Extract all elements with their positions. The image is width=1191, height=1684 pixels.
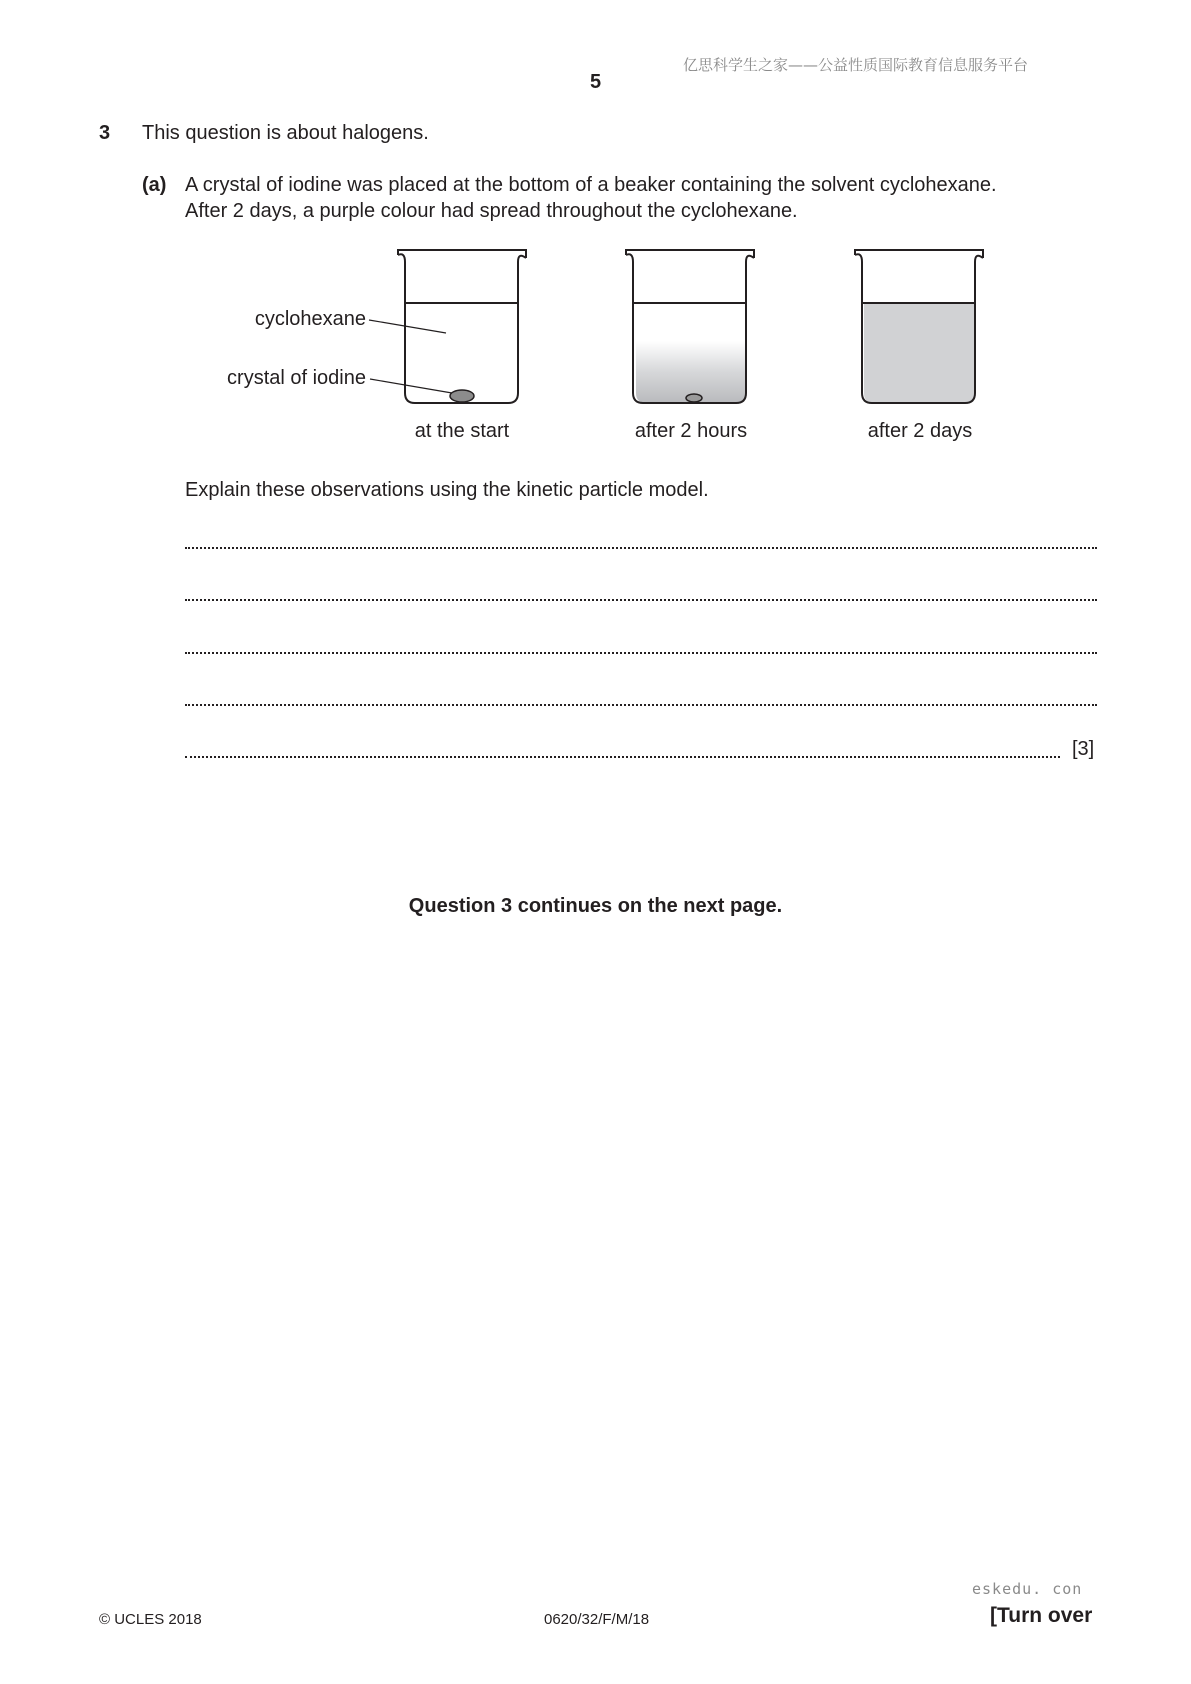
beaker-start: [398, 250, 526, 403]
beaker-2-days: [855, 250, 983, 403]
question-intro: This question is about halogens.: [142, 122, 429, 144]
iodine-crystal-small: [686, 394, 702, 402]
answer-line-3[interactable]: [185, 648, 1097, 654]
caption-at-the-start: at the start: [414, 420, 510, 442]
caption-after-2-days: after 2 days: [867, 420, 973, 442]
site-watermark: eskedu. con: [972, 1580, 1083, 1598]
iodine-crystal: [450, 390, 474, 402]
answer-line-2[interactable]: [185, 595, 1097, 601]
question-number: 3: [99, 122, 111, 144]
beaker-2-hours: [626, 250, 754, 403]
copyright: © UCLES 2018: [99, 1611, 202, 1628]
leader-line-cyclohexane: [369, 320, 446, 333]
continues-note: Question 3 continues on the next page.: [408, 895, 783, 917]
page-number: 5: [589, 71, 602, 93]
watermark-text: 亿思科学生之家——公益性质国际教育信息服务平台: [683, 56, 1029, 74]
label-crystal-of-iodine: crystal of iodine: [227, 367, 366, 389]
part-a-text-line-1: A crystal of iodine was placed at the bottom of a beaker containing the solvent cyclohexane.: [185, 174, 997, 196]
answer-line-4[interactable]: [185, 700, 1097, 706]
marks-allocation: [3]: [1072, 738, 1095, 760]
turn-over: [Turn over: [990, 1604, 1093, 1627]
paper-code: 0620/32/F/M/18: [544, 1611, 650, 1628]
caption-after-2-hours: after 2 hours: [634, 420, 748, 442]
answer-line-5[interactable]: [185, 752, 1060, 758]
part-a-label: (a): [142, 174, 167, 196]
beakers-diagram: [0, 0, 1191, 460]
answer-line-1[interactable]: [185, 543, 1097, 549]
label-cyclohexane: cyclohexane: [254, 308, 366, 330]
leader-line-crystal: [370, 379, 452, 393]
part-a-prompt: Explain these observations using the kinetic particle model.: [185, 479, 709, 501]
part-a-text-line-2: After 2 days, a purple colour had spread throughout the cyclohexane.: [185, 200, 798, 222]
